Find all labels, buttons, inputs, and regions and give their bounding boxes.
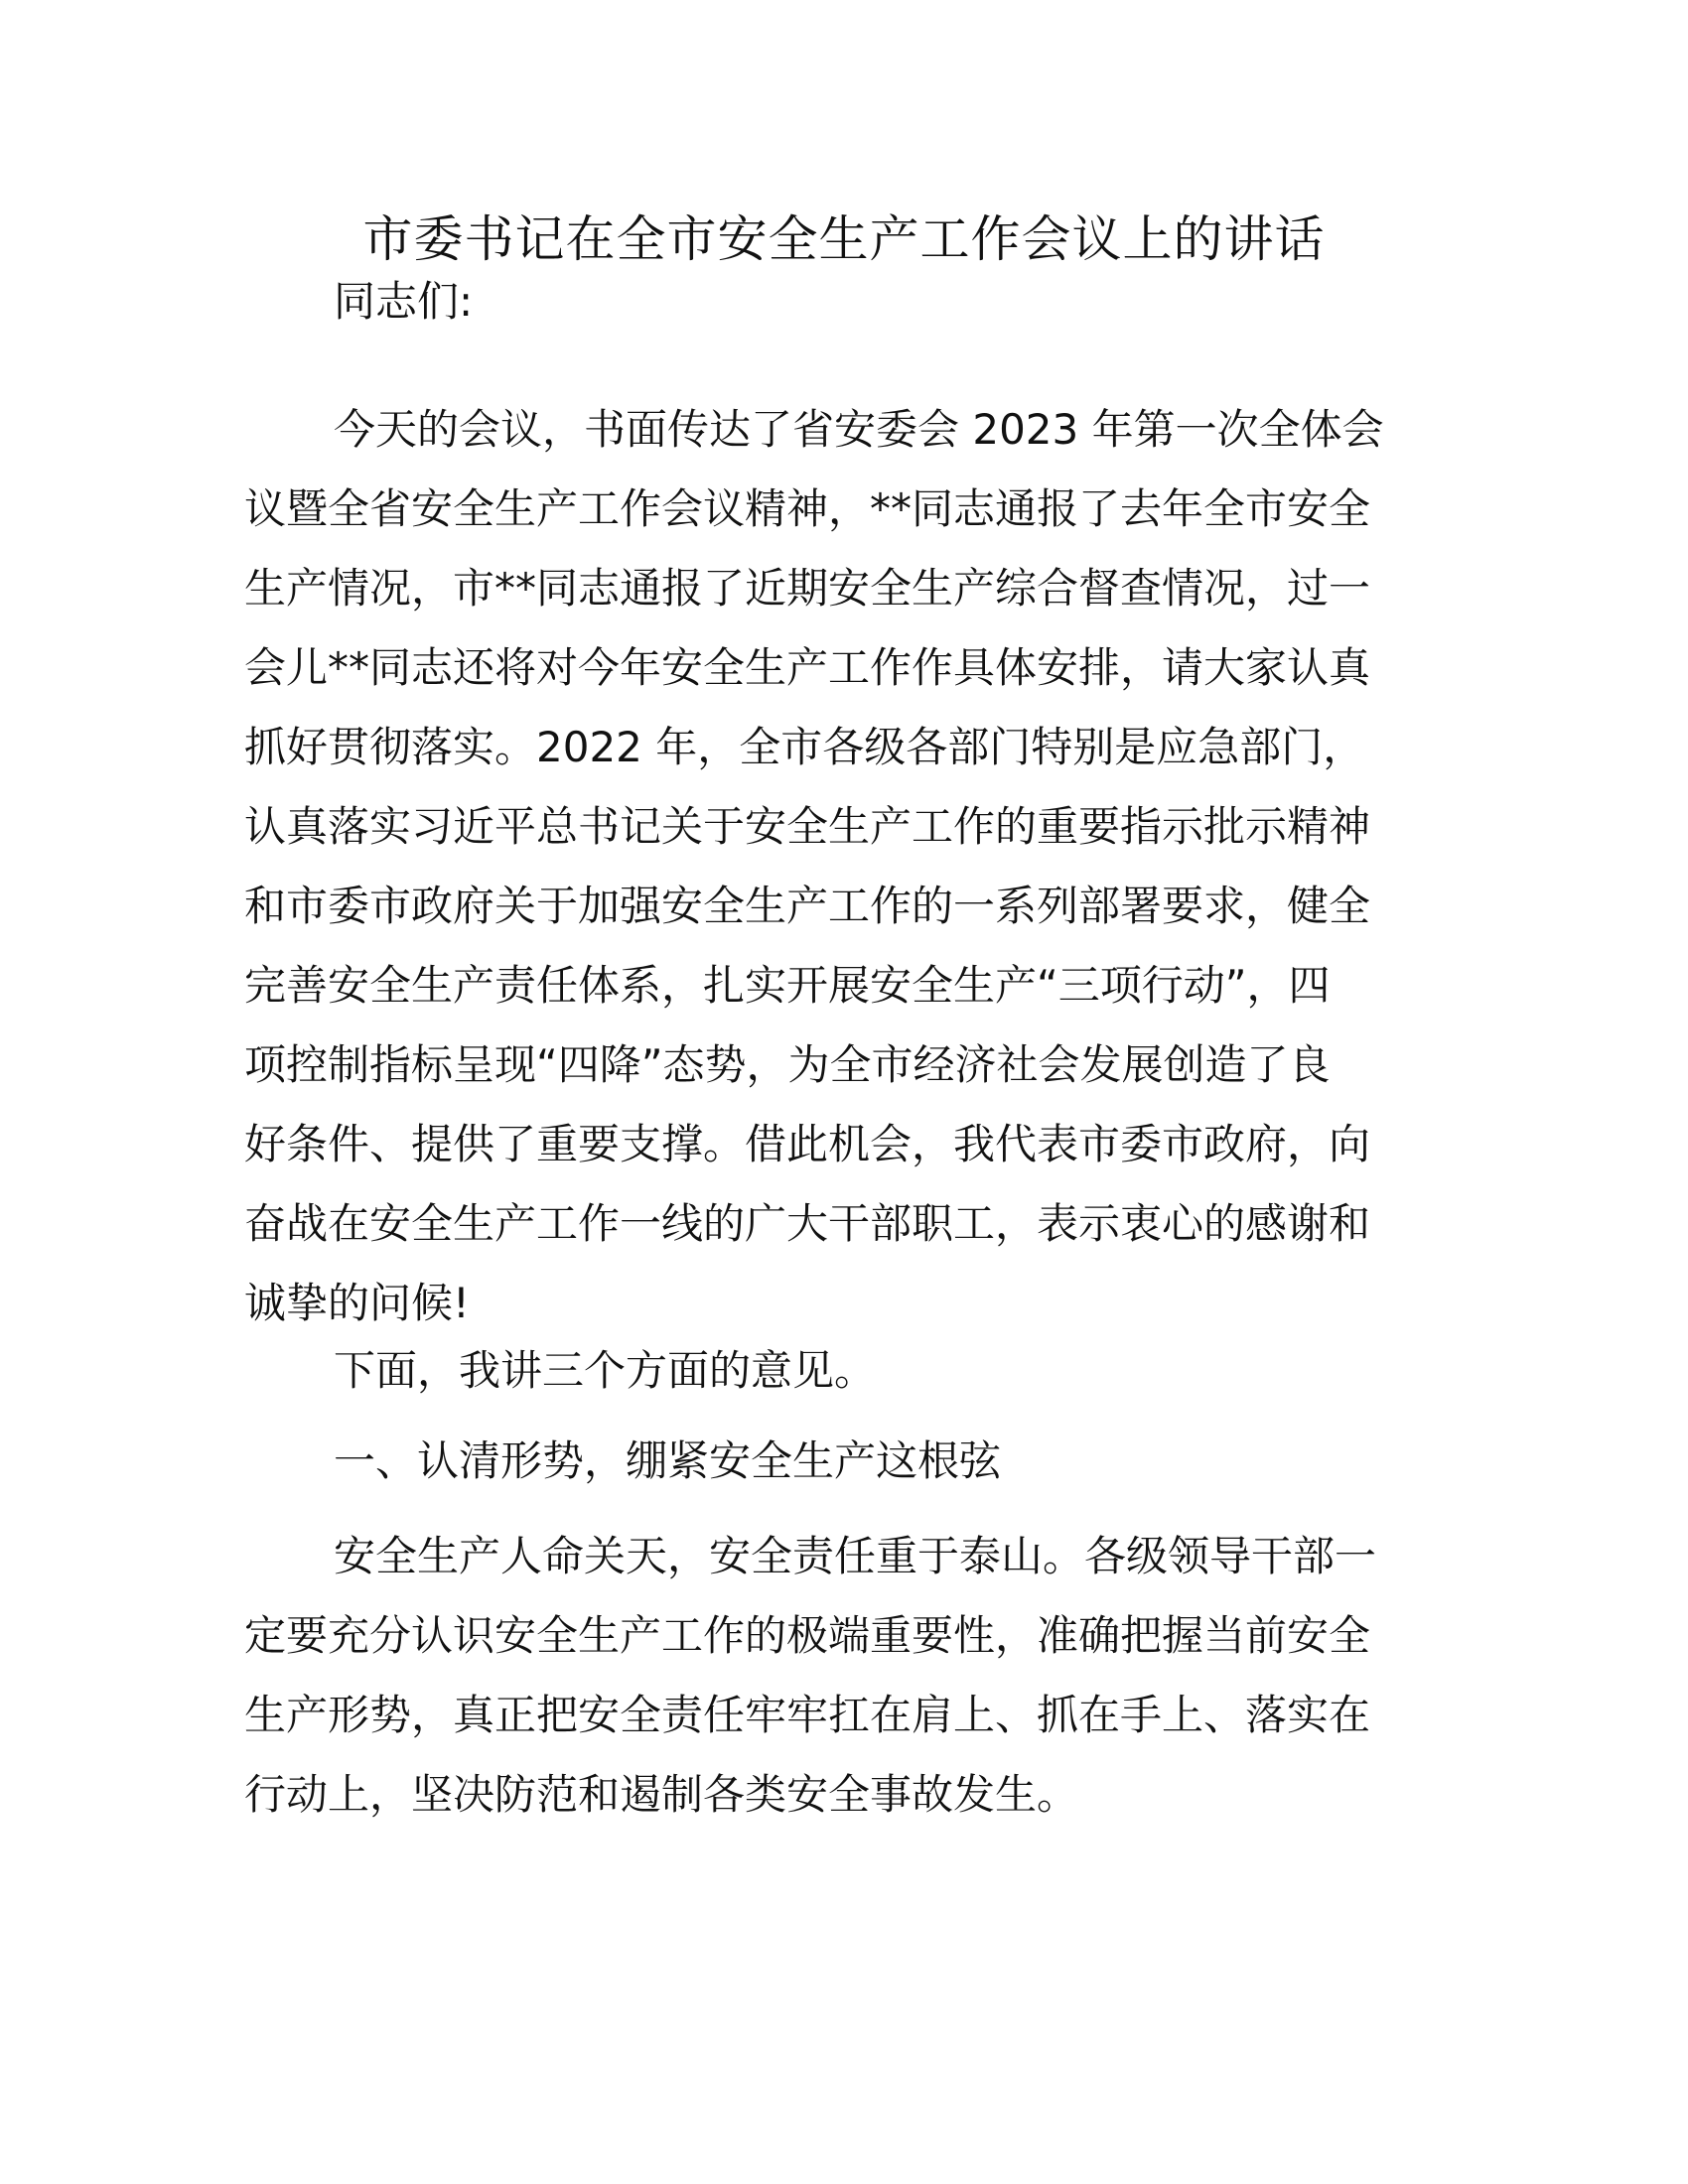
- paragraph-line: 生产情况，市**同志通报了近期安全生产综合督查情况，过一: [244, 564, 1371, 613]
- paragraph-line: 和市委市政府关于加强安全生产工作的一系列部署要求，健全: [244, 882, 1371, 930]
- paragraph-line: 认真落实习近平总书记关于安全生产工作的重要指示批示精神: [244, 802, 1371, 851]
- paragraph-intro: [244, 1331, 1436, 1411]
- paragraph-line: 定要充分认识安全生产工作的极端重要性，准确把握当前安全: [244, 1611, 1371, 1660]
- paragraph-line: 生产形势，真正把安全责任牢牢扛在肩上、抓在手上、落实在: [244, 1691, 1371, 1739]
- paragraph-line: 奋战在安全生产工作一线的广大干部职工，表示衷心的感谢和: [244, 1199, 1371, 1248]
- paragraph-line: 会儿**同志还将对今年安全生产工作作具体安排，请大家认真: [244, 643, 1371, 692]
- salutation-text: 同志们:: [334, 277, 474, 326]
- paragraph-section1: [244, 1517, 1436, 1835]
- paragraph-line: 项控制指标呈现“四降”态势，为全市经济社会发展创造了良: [244, 1040, 1331, 1089]
- paragraph-opening: [244, 390, 1436, 1343]
- salutation: [244, 262, 1436, 341]
- paragraph-line: 议暨全省安全生产工作会议精神，**同志通报了去年全市安全: [244, 484, 1371, 533]
- paragraph-line: 诚挚的问候!: [244, 1279, 470, 1327]
- paragraph-line: 抓好贯彻落实。2022 年，全市各级各部门特别是应急部门，: [244, 723, 1365, 771]
- document-title: 市委书记在全市安全生产工作会议上的讲话: [362, 210, 1326, 268]
- paragraph-line: 好条件、提供了重要支撑。借此机会，我代表市委市政府，向: [244, 1120, 1371, 1168]
- paragraph-line: 行动上，坚决防范和遏制各类安全事故发生。: [244, 1770, 1079, 1819]
- section-heading-1: [244, 1422, 1436, 1501]
- paragraph-line: 完善安全生产责任体系，扎实开展安全生产“三项行动”，四: [244, 961, 1331, 1010]
- section-heading-text: 一、认清形势，绷紧安全生产这根弦: [334, 1436, 1002, 1485]
- paragraph-line: 下面，我讲三个方面的意见。: [334, 1346, 877, 1395]
- paragraph-line: 安全生产人命关天，安全责任重于泰山。各级领导干部一: [334, 1532, 1377, 1580]
- paragraph-line: 今天的会议，书面传达了省安委会 2023 年第一次全体会: [334, 405, 1384, 454]
